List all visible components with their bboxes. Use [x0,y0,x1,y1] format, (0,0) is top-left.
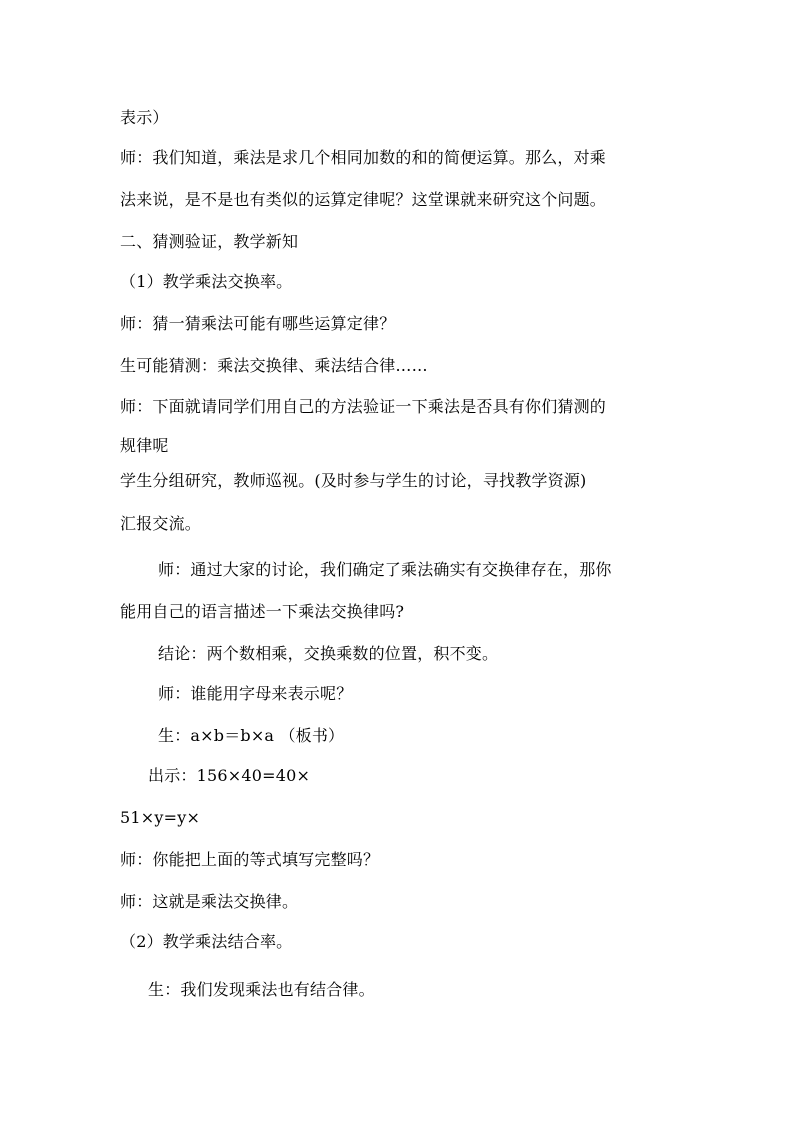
text-line-3: 法来说，是不是也有类似的运算定律呢？这堂课就来研究这个问题。 [120,190,607,209]
text-line-7: 生可能猜测：乘法交换律、乘法结合律…… [120,356,428,375]
text-line-6: 师：猜一猜乘法可能有哪些运算定律？ [120,314,396,333]
text-line-20: 师：这就是乘法交换律。 [120,892,299,911]
subsection-heading-2: （2）教学乘法结合率。 [120,932,293,951]
text-line-9: 规律呢 [120,436,169,455]
conclusion-line: 结论：两个数相乘，交换乘数的位置，积不变。 [158,644,499,663]
text-line-2: 师：我们知道，乘法是求几个相同加数的和的简便运算。那么，对乘 [120,148,607,167]
text-line-8: 师：下面就请同学们用自己的方法验证一下乘法是否具有你们猜测的 [120,397,607,416]
text-line-11: 汇报交流。 [120,514,202,533]
text-line-19: 师：你能把上面的等式填写完整吗？ [120,850,380,869]
exercise-line-2: 51×y=y× [120,808,201,827]
subsection-heading-1: （1）教学乘法交换率。 [120,272,293,291]
formula-line: 生：a×b＝b×a （板书） [158,726,345,745]
text-line-1: 表示） [120,108,169,127]
text-line-12: 师：通过大家的讨论，我们确定了乘法确实有交换律存在，那你 [158,560,612,579]
text-line-15: 师：谁能用字母来表示呢？ [158,684,353,703]
text-line-13: 能用自己的语言描述一下乘法交换律吗? [120,602,405,621]
exercise-line-1: 出示：156×40=40× [148,766,311,785]
text-line-22: 生：我们发现乘法也有结合律。 [148,980,375,999]
section-heading: 二、猜测验证，教学新知 [120,232,299,251]
text-line-10: 学生分组研究，教师巡视。(及时参与学生的讨论，寻找教学资源) [120,471,587,490]
